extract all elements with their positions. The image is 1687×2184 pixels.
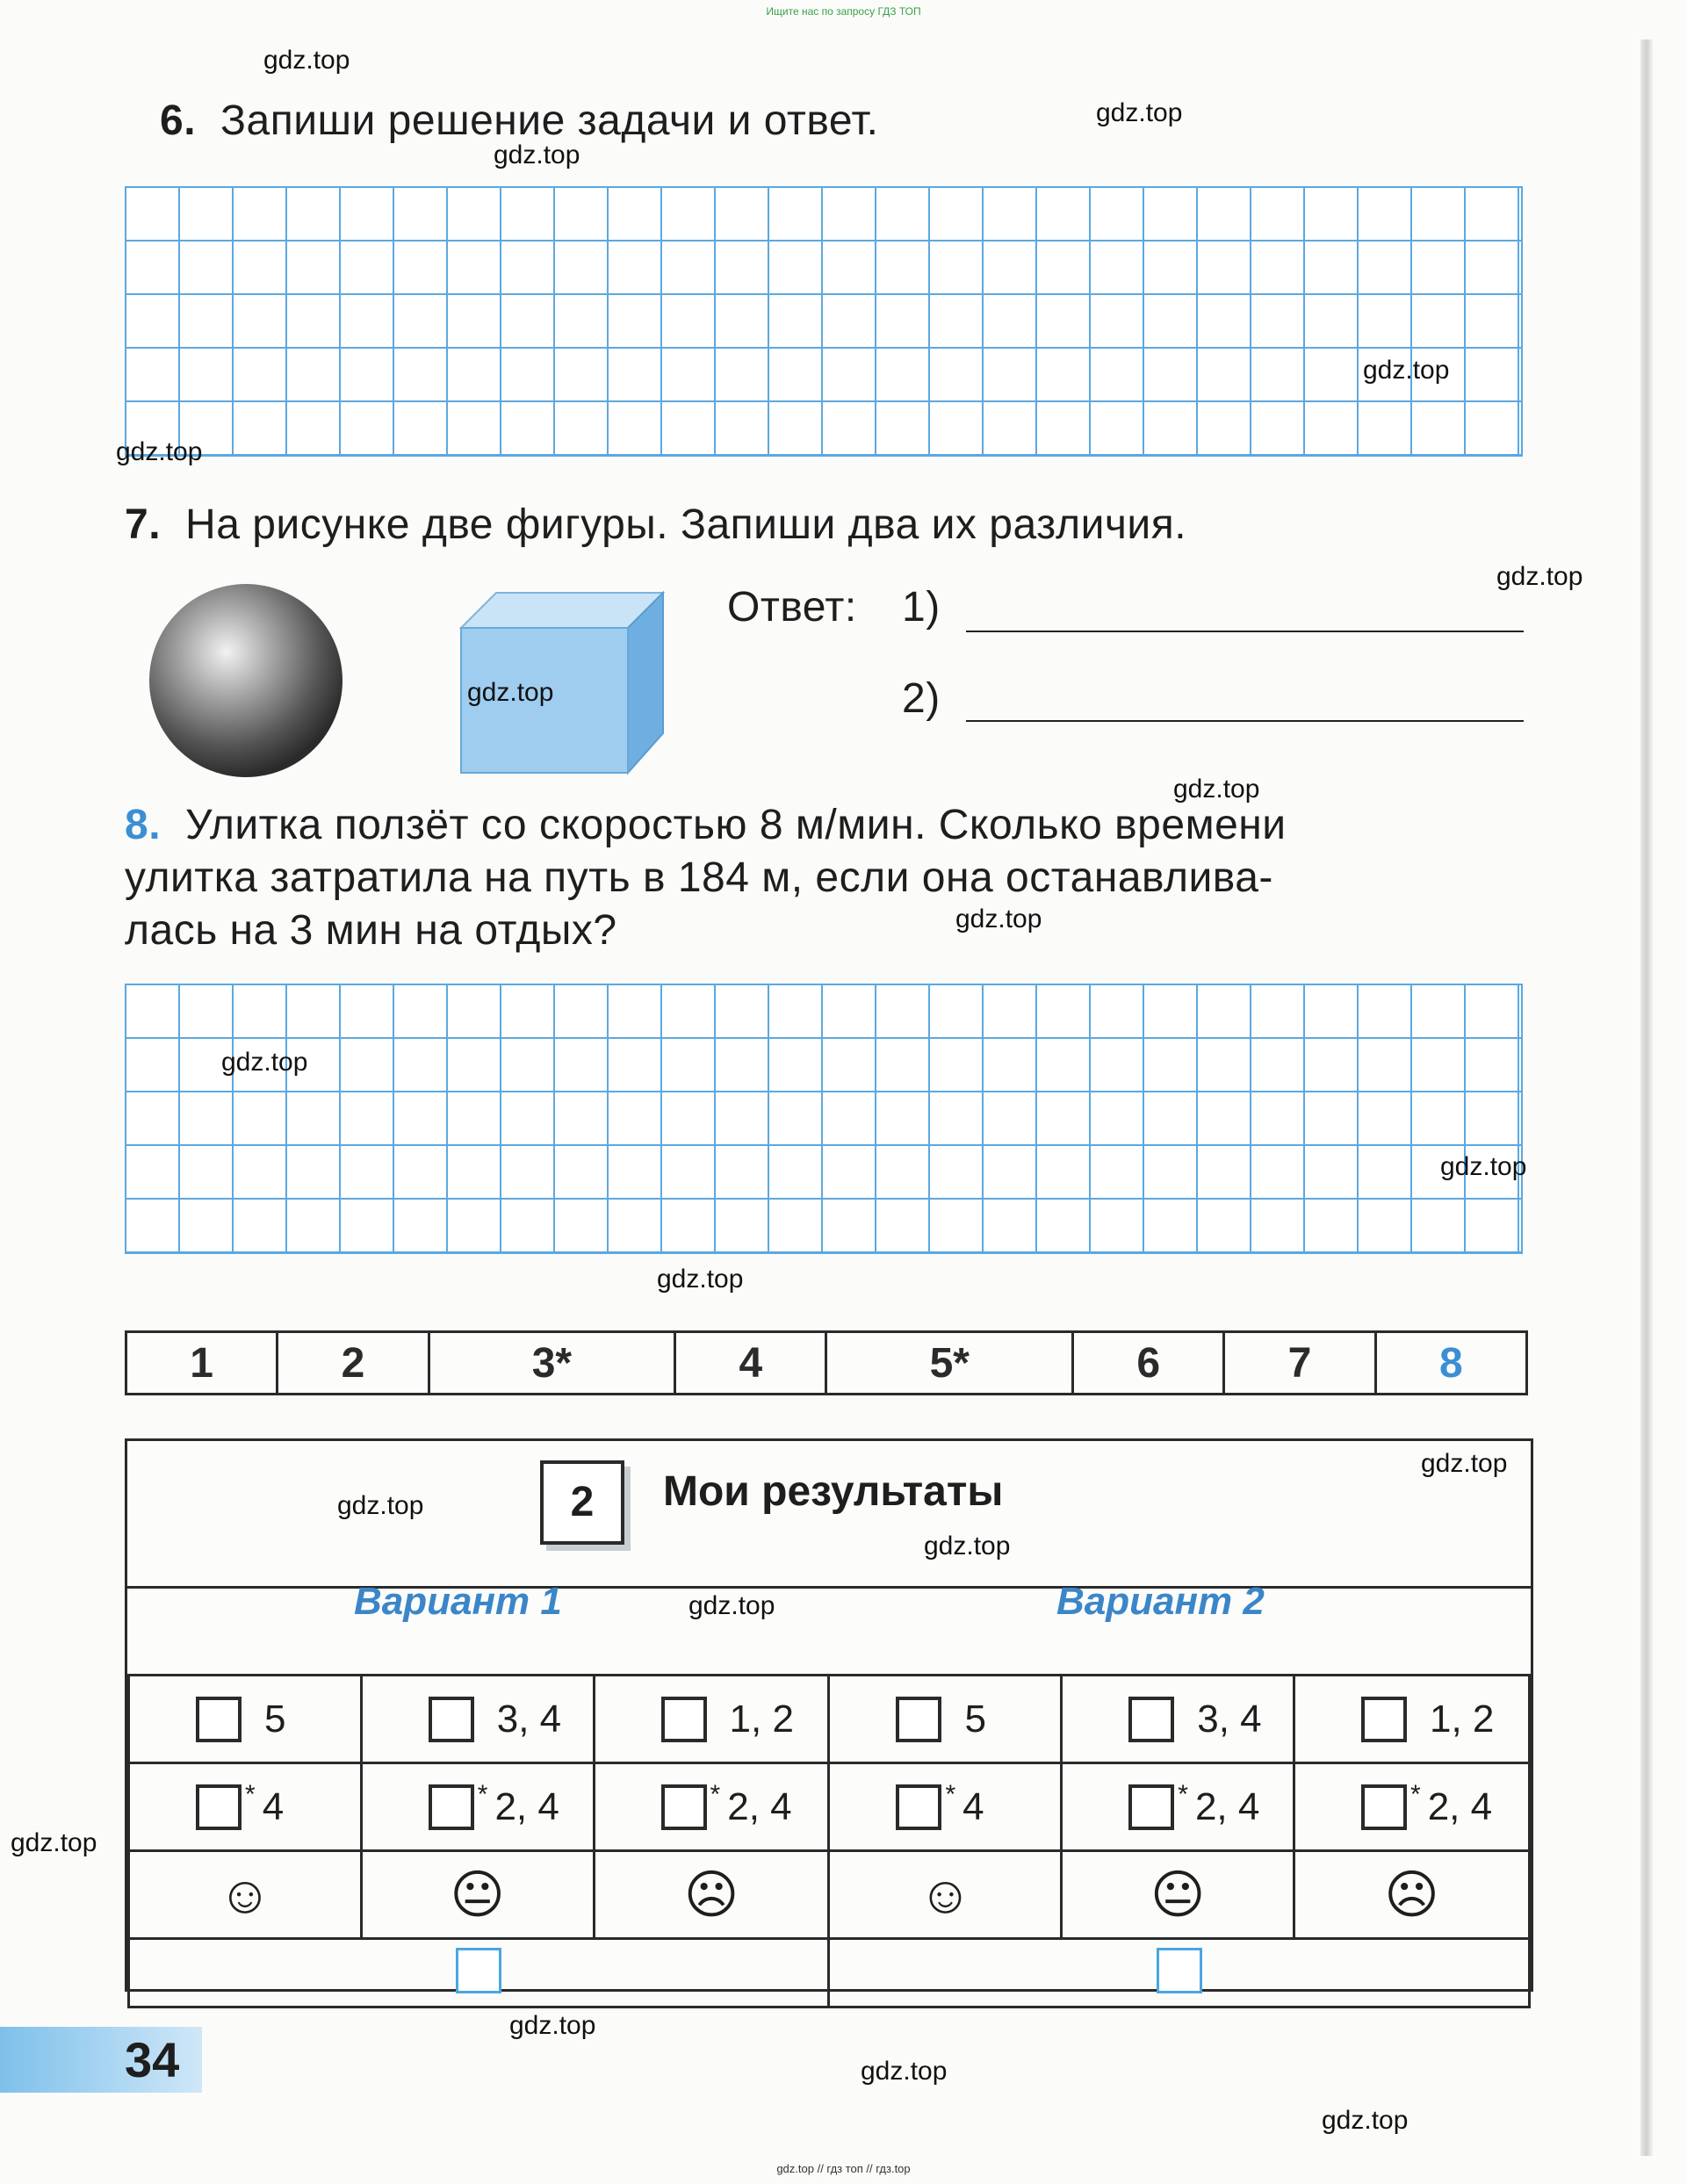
watermark: gdz.top — [1440, 1152, 1527, 1181]
results-checkbox[interactable] — [896, 1784, 941, 1830]
watermark: gdz.top — [657, 1265, 744, 1294]
results-row-1 — [129, 1676, 1530, 1763]
results-value: 4 — [262, 1784, 285, 1828]
watermark: gdz.top — [924, 1532, 1011, 1561]
nav-cell-2: 2 — [278, 1332, 429, 1395]
answer-label: Ответ: — [727, 584, 857, 631]
results-checkbox[interactable] — [429, 1784, 474, 1830]
answer-line-2[interactable] — [966, 720, 1524, 722]
results-title: Мои результаты — [663, 1468, 1004, 1515]
results-value: 2, 4 — [727, 1784, 792, 1828]
nav-cell-6: 6 — [1073, 1332, 1224, 1395]
watermark: gdz.top — [688, 1591, 775, 1620]
watermark: gdz.top — [1496, 562, 1583, 591]
star-mark: * — [245, 1779, 256, 1809]
results-row-score — [129, 1939, 1530, 2007]
neutral-face-icon: 😐 — [361, 1851, 594, 1939]
star-mark: * — [945, 1779, 956, 1809]
task-6-number: 6. — [160, 97, 197, 144]
bottom-banner: gdz.top // гдз топ // гдз.top — [776, 2162, 911, 2175]
watermark: gdz.top — [861, 2057, 948, 2086]
task-7-text: На рисунке две фигуры. Запиши два их различия. — [185, 501, 1187, 548]
results-value: 4 — [962, 1784, 984, 1828]
task-8-line-3: лась на 3 мин на отдых? — [125, 907, 617, 954]
nav-cell-5: 5* — [826, 1332, 1073, 1395]
answer-item-2-label: 2) — [902, 675, 941, 722]
results-value: 1, 2 — [729, 1697, 794, 1741]
sad-face-icon: ☹ — [1294, 1851, 1530, 1939]
results-checkbox[interactable] — [196, 1784, 242, 1830]
sad-face-icon: ☹ — [594, 1851, 829, 1939]
results-checkbox[interactable] — [1361, 1697, 1407, 1742]
watermark: gdz.top — [1363, 356, 1450, 385]
task-8-line-1 — [125, 799, 1287, 852]
answer-line-1[interactable] — [966, 631, 1524, 632]
variant-1-score-box[interactable] — [456, 1948, 501, 1993]
happy-face-icon: ☺ — [829, 1851, 1062, 1939]
watermark: gdz.top — [263, 46, 350, 75]
top-banner: Ищите нас по запросу ГДЗ ТОП — [766, 5, 921, 18]
task-7-heading — [125, 499, 1186, 551]
page-spine-shadow — [1640, 40, 1653, 2156]
results-checkbox[interactable] — [661, 1697, 707, 1742]
results-checkbox[interactable] — [1128, 1784, 1174, 1830]
nav-cell-4: 4 — [675, 1332, 826, 1395]
results-value: 2, 4 — [494, 1784, 559, 1828]
results-checkbox[interactable] — [661, 1784, 707, 1830]
watermark: gdz.top — [955, 905, 1042, 933]
results-box — [125, 1438, 1533, 1992]
results-value: 1, 2 — [1430, 1697, 1495, 1741]
variant-2-label: Вариант 2 — [1056, 1580, 1265, 1623]
watermark: gdz.top — [337, 1491, 424, 1520]
task-6-heading — [160, 95, 878, 148]
watermark: gdz.top — [1173, 775, 1260, 804]
watermark: gdz.top — [1421, 1449, 1508, 1478]
results-checkbox[interactable] — [196, 1697, 242, 1742]
task-6-answer-grid[interactable] — [125, 186, 1523, 457]
nav-cell-3: 3* — [429, 1332, 675, 1395]
results-value: 3, 4 — [1197, 1697, 1262, 1741]
results-checkbox[interactable] — [1128, 1697, 1174, 1742]
star-mark: * — [710, 1779, 721, 1809]
variant-2-score-box[interactable] — [1157, 1948, 1202, 1993]
results-table — [127, 1674, 1531, 2008]
star-mark: * — [1178, 1779, 1188, 1809]
results-value: 5 — [964, 1697, 986, 1741]
watermark: gdz.top — [1322, 2106, 1409, 2135]
watermark: gdz.top — [1096, 98, 1183, 127]
watermark: gdz.top — [509, 2011, 596, 2040]
variant-badge: 2 — [540, 1460, 624, 1545]
results-value: 2, 4 — [1427, 1784, 1493, 1828]
nav-cell-7: 7 — [1224, 1332, 1375, 1395]
page-number: 34 — [0, 2027, 202, 2093]
task-6-text: Запиши решение задачи и ответ. — [220, 97, 879, 144]
results-checkbox[interactable] — [1361, 1784, 1407, 1830]
neutral-face-icon: 😐 — [1062, 1851, 1294, 1939]
watermark: gdz.top — [494, 141, 580, 169]
results-row-faces — [129, 1851, 1530, 1939]
nav-cell-8: 8 — [1375, 1332, 1526, 1395]
results-value: 2, 4 — [1194, 1784, 1260, 1828]
nav-cell-1: 1 — [126, 1332, 278, 1395]
results-checkbox[interactable] — [896, 1697, 941, 1742]
task-8-text-1: Улитка ползёт со скоростью 8 м/мин. Сколько времени — [185, 802, 1287, 848]
results-row-2 — [129, 1763, 1530, 1851]
happy-face-icon: ☺ — [129, 1851, 362, 1939]
watermark: gdz.top — [116, 437, 203, 466]
results-checkbox[interactable] — [429, 1697, 474, 1742]
watermark: gdz.top — [221, 1048, 308, 1077]
results-value: 3, 4 — [496, 1697, 562, 1741]
task-8-number: 8. — [125, 802, 162, 848]
task-8-answer-grid[interactable] — [125, 984, 1523, 1254]
task-7-number: 7. — [125, 501, 162, 548]
watermark: gdz.top — [11, 1828, 97, 1857]
variant-1-label: Вариант 1 — [354, 1580, 562, 1623]
star-mark: * — [477, 1779, 488, 1809]
task-8-line-2: улитка затратила на путь в 184 м, если она останавлива- — [125, 854, 1273, 901]
task-navigation-strip — [125, 1330, 1528, 1395]
watermark: gdz.top — [467, 678, 554, 707]
answer-item-1-label: 1) — [902, 584, 941, 631]
star-mark: * — [1410, 1779, 1421, 1809]
sphere-figure — [145, 580, 347, 782]
results-value: 5 — [264, 1697, 286, 1741]
